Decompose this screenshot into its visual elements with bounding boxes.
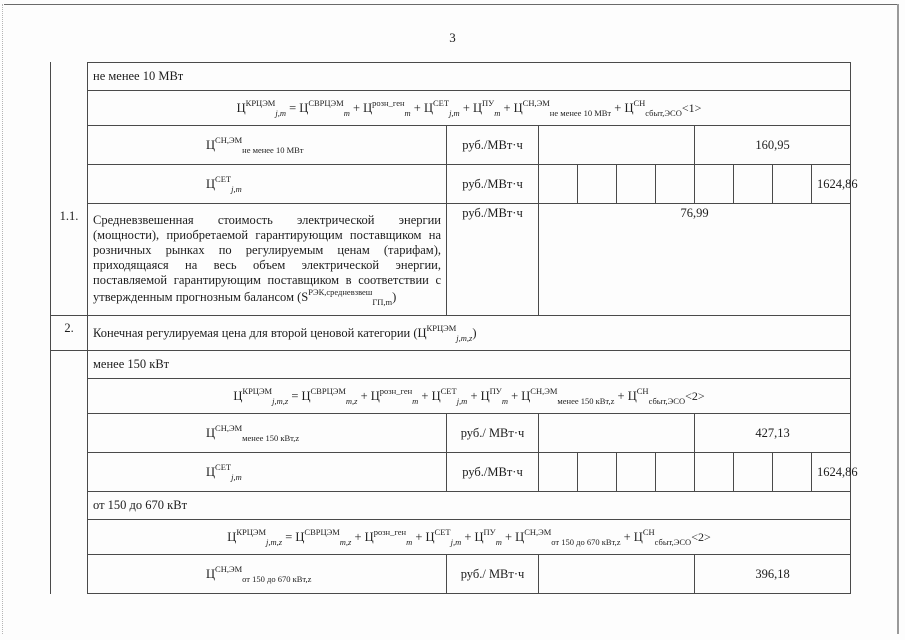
row-number-cell — [51, 520, 88, 555]
page-number: 3 — [449, 30, 456, 45]
row-number-cell — [51, 555, 88, 594]
row-number-cell — [51, 126, 88, 165]
row-number: 1.1. — [51, 204, 88, 316]
table-row — [51, 520, 851, 555]
table-row — [51, 414, 851, 453]
unit-cell: руб./ МВт·ч — [447, 414, 539, 453]
row-number-cell — [51, 492, 88, 520]
formula: $Ц^{КРЦЭМ}_{j,m,z} = Ц^{СВРЦЭМ}_{m,z} + Ц^{розн\_ген}_m + Ц^{СЕТ}_{j,m} + Ц^{ПУ}_m + Ц^{СН,ЭМ}_{менее 150 кВт,z} + Ц^{СН}_{сбыт,ЭСО}<2>$ — [88, 379, 851, 414]
row-number: 2. — [51, 316, 88, 351]
parameter-label: $Ц^{СЕТ}_{j,m}$ — [88, 165, 447, 204]
value-cell: 160,95 — [695, 126, 851, 165]
parameter-label: $Ц^{СЕТ}_{j,m}$ — [88, 453, 447, 492]
empty-cell — [773, 165, 812, 204]
row-number-cell — [51, 414, 88, 453]
table-row — [51, 126, 851, 165]
empty-cell — [734, 453, 773, 492]
value-cell: 76,99 — [539, 204, 851, 316]
empty-cell — [578, 453, 617, 492]
empty-cell — [656, 453, 695, 492]
value-cell: 427,13 — [695, 414, 851, 453]
table-row — [51, 379, 851, 414]
parameter-label: $Ц^{СН,ЭМ}_{менее 150 кВт,z}$ — [88, 414, 447, 453]
empty-cell — [539, 414, 695, 453]
row-label: от 150 до 670 кВт — [88, 492, 851, 520]
table-row — [51, 91, 851, 126]
row-number-cell — [51, 453, 88, 492]
table-row — [51, 63, 851, 91]
page-right-edge — [897, 4, 899, 634]
row-number-cell — [51, 165, 88, 204]
table-row — [51, 316, 851, 351]
unit-cell: руб./ МВт·ч — [447, 555, 539, 594]
description-symbol: $(S^{РЭК,средневзвеш}_{ГП,m})$ — [297, 286, 397, 307]
empty-cell — [617, 165, 656, 204]
parameter-label: $Ц^{СН,ЭМ}_{от 150 до 670 кВт,z}$ — [88, 555, 447, 594]
section-heading — [88, 316, 851, 351]
formula: $Ц^{КРЦЭМ}_{j,m} = Ц^{СВРЦЭМ}_m + Ц^{розн\_ген}_m + Ц^{СЕТ}_{j,m} + Ц^{ПУ}_m + Ц^{СН,ЭМ}_{не менее 10 МВт} + Ц^{СН}_{сбыт,ЭСО}<1>$ — [88, 91, 851, 126]
section-heading-text: Конечная регулируемая цена для второй ценовой категории — [93, 325, 411, 340]
row-label: менее 150 кВт — [88, 351, 851, 379]
section-heading-symbol: $(Ц^{КРЦЭМ}_{j,m,z})$ — [413, 322, 477, 343]
empty-cell — [578, 165, 617, 204]
empty-cell — [539, 453, 578, 492]
unit-cell: руб./МВт·ч — [447, 204, 539, 316]
description-cell — [88, 204, 447, 316]
empty-cell — [773, 453, 812, 492]
empty-cell — [539, 126, 695, 165]
unit-cell: руб./МВт·ч — [447, 453, 539, 492]
value-cell: 1624,86 — [812, 165, 851, 204]
empty-cell — [734, 165, 773, 204]
row-number-cell — [51, 63, 88, 91]
table-row — [51, 492, 851, 520]
formula: $Ц^{КРЦЭМ}_{j,m,z} = Ц^{СВРЦЭМ}_{m,z} + Ц^{розн\_ген}_m + Ц^{СЕТ}_{j,m} + Ц^{ПУ}_m + Ц^{СН,ЭМ}_{от 150 до 670 кВт,z} + Ц^{СН}_{сбыт,ЭСО}<2>$ — [88, 520, 851, 555]
tariff-table — [50, 62, 858, 594]
parameter-label: $Ц^{СН,ЭМ}_{не менее 10 МВт}$ — [88, 126, 447, 165]
table-row — [51, 555, 851, 594]
row-number-cell — [51, 351, 88, 379]
table-row — [51, 165, 851, 204]
unit-cell: руб./МВт·ч — [447, 165, 539, 204]
value-cell: 1624,86 — [812, 453, 851, 492]
row-number-cell — [51, 379, 88, 414]
description-text: Средневзвешенная стоимость электрической энергии (мощности), приобретаемой гарантирующим поставщиком на розничных рынках по регулируемым ценам (тарифам), приходящаяся на весь объем электрической энергии, поставляемой гарантирующим поставщиком в соответствии с утвержденным прогнозным балансом — [93, 212, 441, 304]
table-row — [51, 204, 851, 316]
unit-cell: руб./МВт·ч — [447, 126, 539, 165]
page-left-edge — [2, 4, 3, 634]
table-row — [51, 453, 851, 492]
empty-cell — [695, 165, 734, 204]
table-row — [51, 351, 851, 379]
empty-cell — [656, 165, 695, 204]
row-number-cell — [51, 91, 88, 126]
empty-cell — [539, 555, 695, 594]
row-label: не менее 10 МВт — [88, 63, 851, 91]
empty-cell — [617, 453, 656, 492]
page-top-edge — [4, 4, 897, 5]
value-cell: 396,18 — [695, 555, 851, 594]
empty-cell — [539, 165, 578, 204]
empty-cell — [695, 453, 734, 492]
